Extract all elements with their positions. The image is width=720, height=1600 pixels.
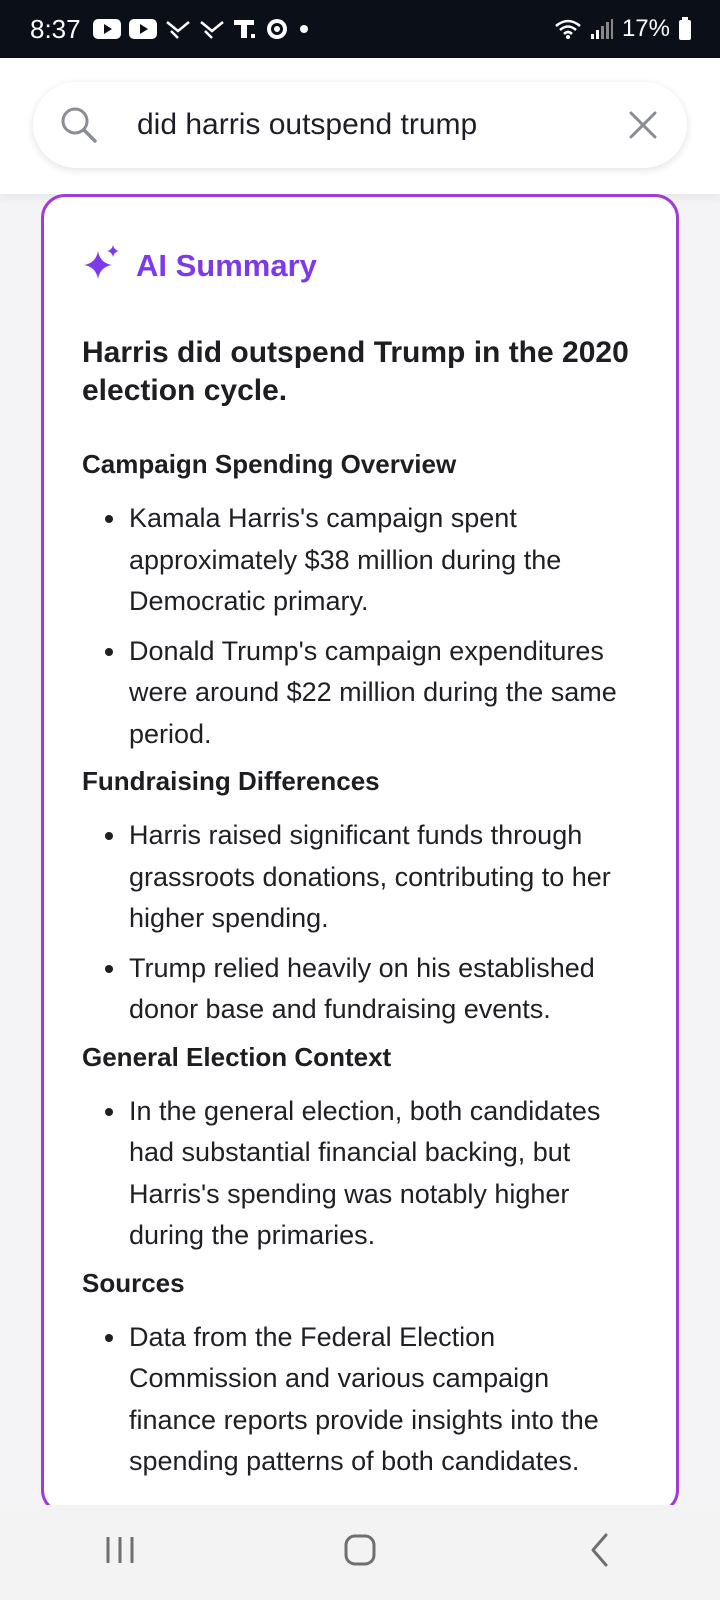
sparkle-icon	[82, 243, 122, 288]
bullet-item: In the general election, both candidates had substantial financial backing, but Harris's spending was notably higher during the primaries.	[107, 1091, 636, 1257]
bullet-list	[82, 1317, 636, 1483]
bullet-item: Kamala Harris's campaign spent approximately $38 million during the Democratic primary.	[107, 498, 636, 623]
dot-icon	[297, 22, 311, 36]
ai-summary-card	[41, 194, 679, 1514]
summary-headline: Harris did outspend Trump in the 2020 election cycle.	[82, 336, 629, 407]
bullet-list	[82, 1091, 636, 1257]
status-bar	[0, 0, 720, 58]
section-title: Sources	[82, 1267, 185, 1298]
section-title: Campaign Spending Overview	[82, 449, 457, 479]
battery-percent: 17%	[621, 15, 670, 42]
status-bar-right	[554, 15, 692, 43]
status-time: 8:37	[30, 13, 81, 44]
section-title: General Election Context	[82, 1041, 392, 1072]
search-icon[interactable]	[59, 105, 99, 145]
section-general-election	[82, 1039, 636, 1257]
bullet-item: Harris raised significant funds through grassroots donations, contributing to her higher spending.	[107, 815, 636, 940]
home-icon	[343, 1533, 377, 1572]
ai-summary-label: AI Summary	[136, 247, 317, 283]
back-icon	[588, 1532, 612, 1573]
section-title: Fundraising Differences	[82, 766, 380, 796]
section-fundraising	[82, 763, 636, 1031]
section-campaign-spending	[82, 446, 636, 755]
youtube-icon	[93, 18, 121, 40]
close-icon[interactable]	[625, 107, 661, 143]
search-header	[0, 58, 720, 194]
messenger-icon	[165, 18, 191, 40]
bullet-list	[82, 498, 636, 755]
messenger-icon	[199, 18, 225, 40]
bullet-item: Donald Trump's campaign expenditures were around $22 million during the same period.	[107, 631, 636, 756]
search-bar[interactable]	[33, 82, 687, 168]
bullet-item: Trump relied heavily on his established donor base and fundraising events.	[107, 948, 636, 1031]
bullet-item: Data from the Federal Election Commission and various campaign finance reports provide insights into the spending patterns of both candidates.	[107, 1317, 636, 1483]
search-input[interactable]	[137, 108, 615, 142]
home-button[interactable]	[320, 1523, 400, 1583]
t-app-icon	[233, 18, 257, 40]
status-bar-left	[30, 14, 311, 45]
recent-apps-button[interactable]	[80, 1523, 160, 1583]
signal-icon	[590, 18, 614, 40]
bullet-list	[82, 815, 636, 1031]
battery-icon	[678, 17, 692, 41]
wifi-icon	[554, 18, 582, 40]
recent-apps-icon	[104, 1534, 136, 1571]
back-button[interactable]	[560, 1523, 640, 1583]
ai-summary-header	[82, 243, 636, 288]
youtube-icon	[129, 18, 157, 40]
section-sources	[82, 1265, 636, 1483]
target-icon	[265, 17, 289, 41]
navigation-bar	[0, 1505, 720, 1600]
